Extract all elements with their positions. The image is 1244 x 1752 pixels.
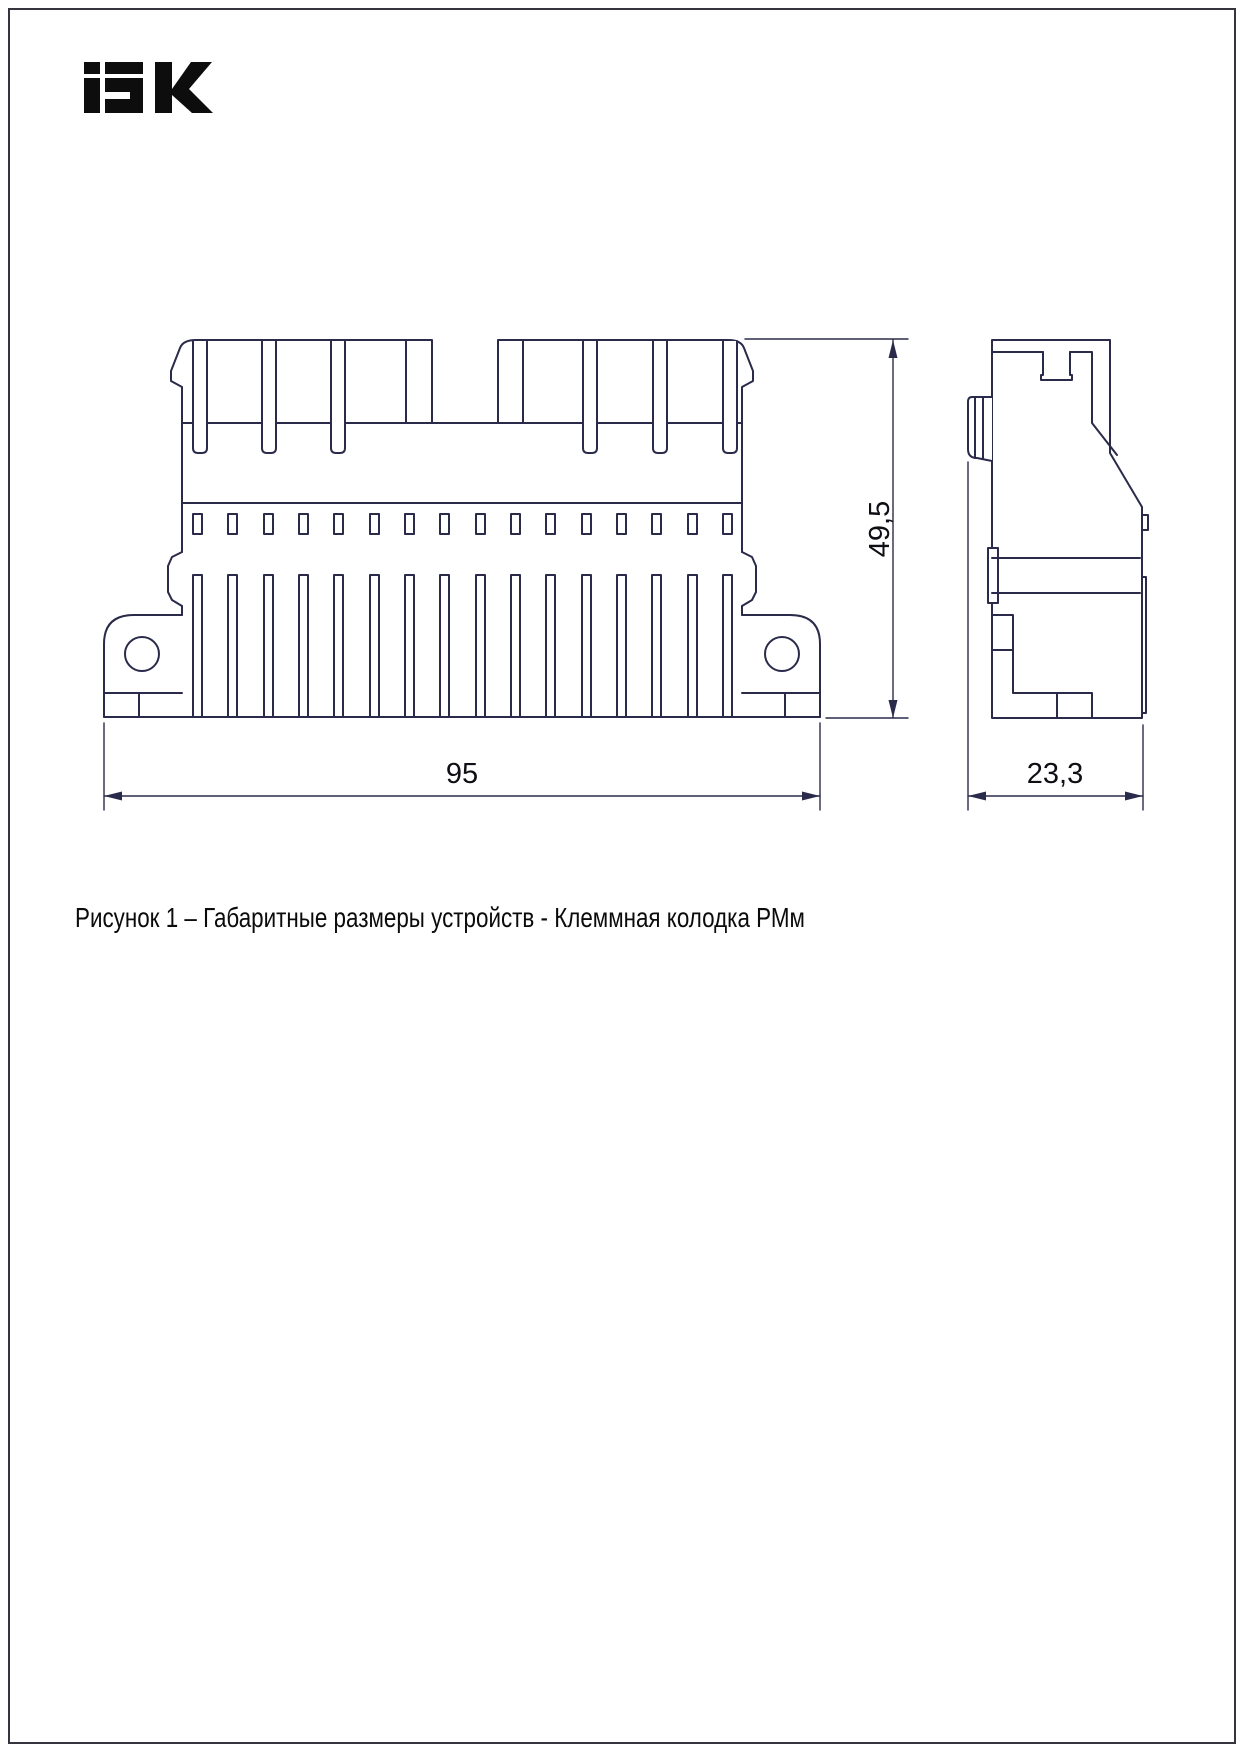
dim-width-label: 95 [445,758,479,790]
front-terminal-holes [193,514,732,534]
front-comb-fins [193,575,732,717]
side-outline [992,340,1142,718]
figure-caption: Рисунок 1 – Габаритные размеры устройств - Клеммная колодка РМм [75,902,805,933]
side-band-lines [992,558,1140,593]
side-view [968,340,1148,718]
iek-logo [84,62,213,113]
front-top-cover-right [498,340,753,423]
side-bottom-steps [992,615,1092,718]
mounting-hole-right [765,637,799,671]
dim-height-label: 49,5 [864,500,896,558]
front-top-slots [193,341,737,453]
dim-depth-label: 23,3 [1026,758,1084,790]
front-top-cover-left [171,340,432,423]
front-view [104,340,820,717]
front-top-dividers [406,340,523,423]
mounting-hole-left [125,637,159,671]
side-din-clip [968,397,992,461]
side-top-notch [1041,352,1072,380]
front-mounting-ear-right [742,615,820,717]
front-latch-left [168,552,182,606]
dimension-labels [446,501,1083,790]
side-top-plate [992,352,1117,455]
side-band-tab [988,548,998,603]
front-latch-right [742,552,756,606]
front-mounting-ear-left [104,615,182,717]
